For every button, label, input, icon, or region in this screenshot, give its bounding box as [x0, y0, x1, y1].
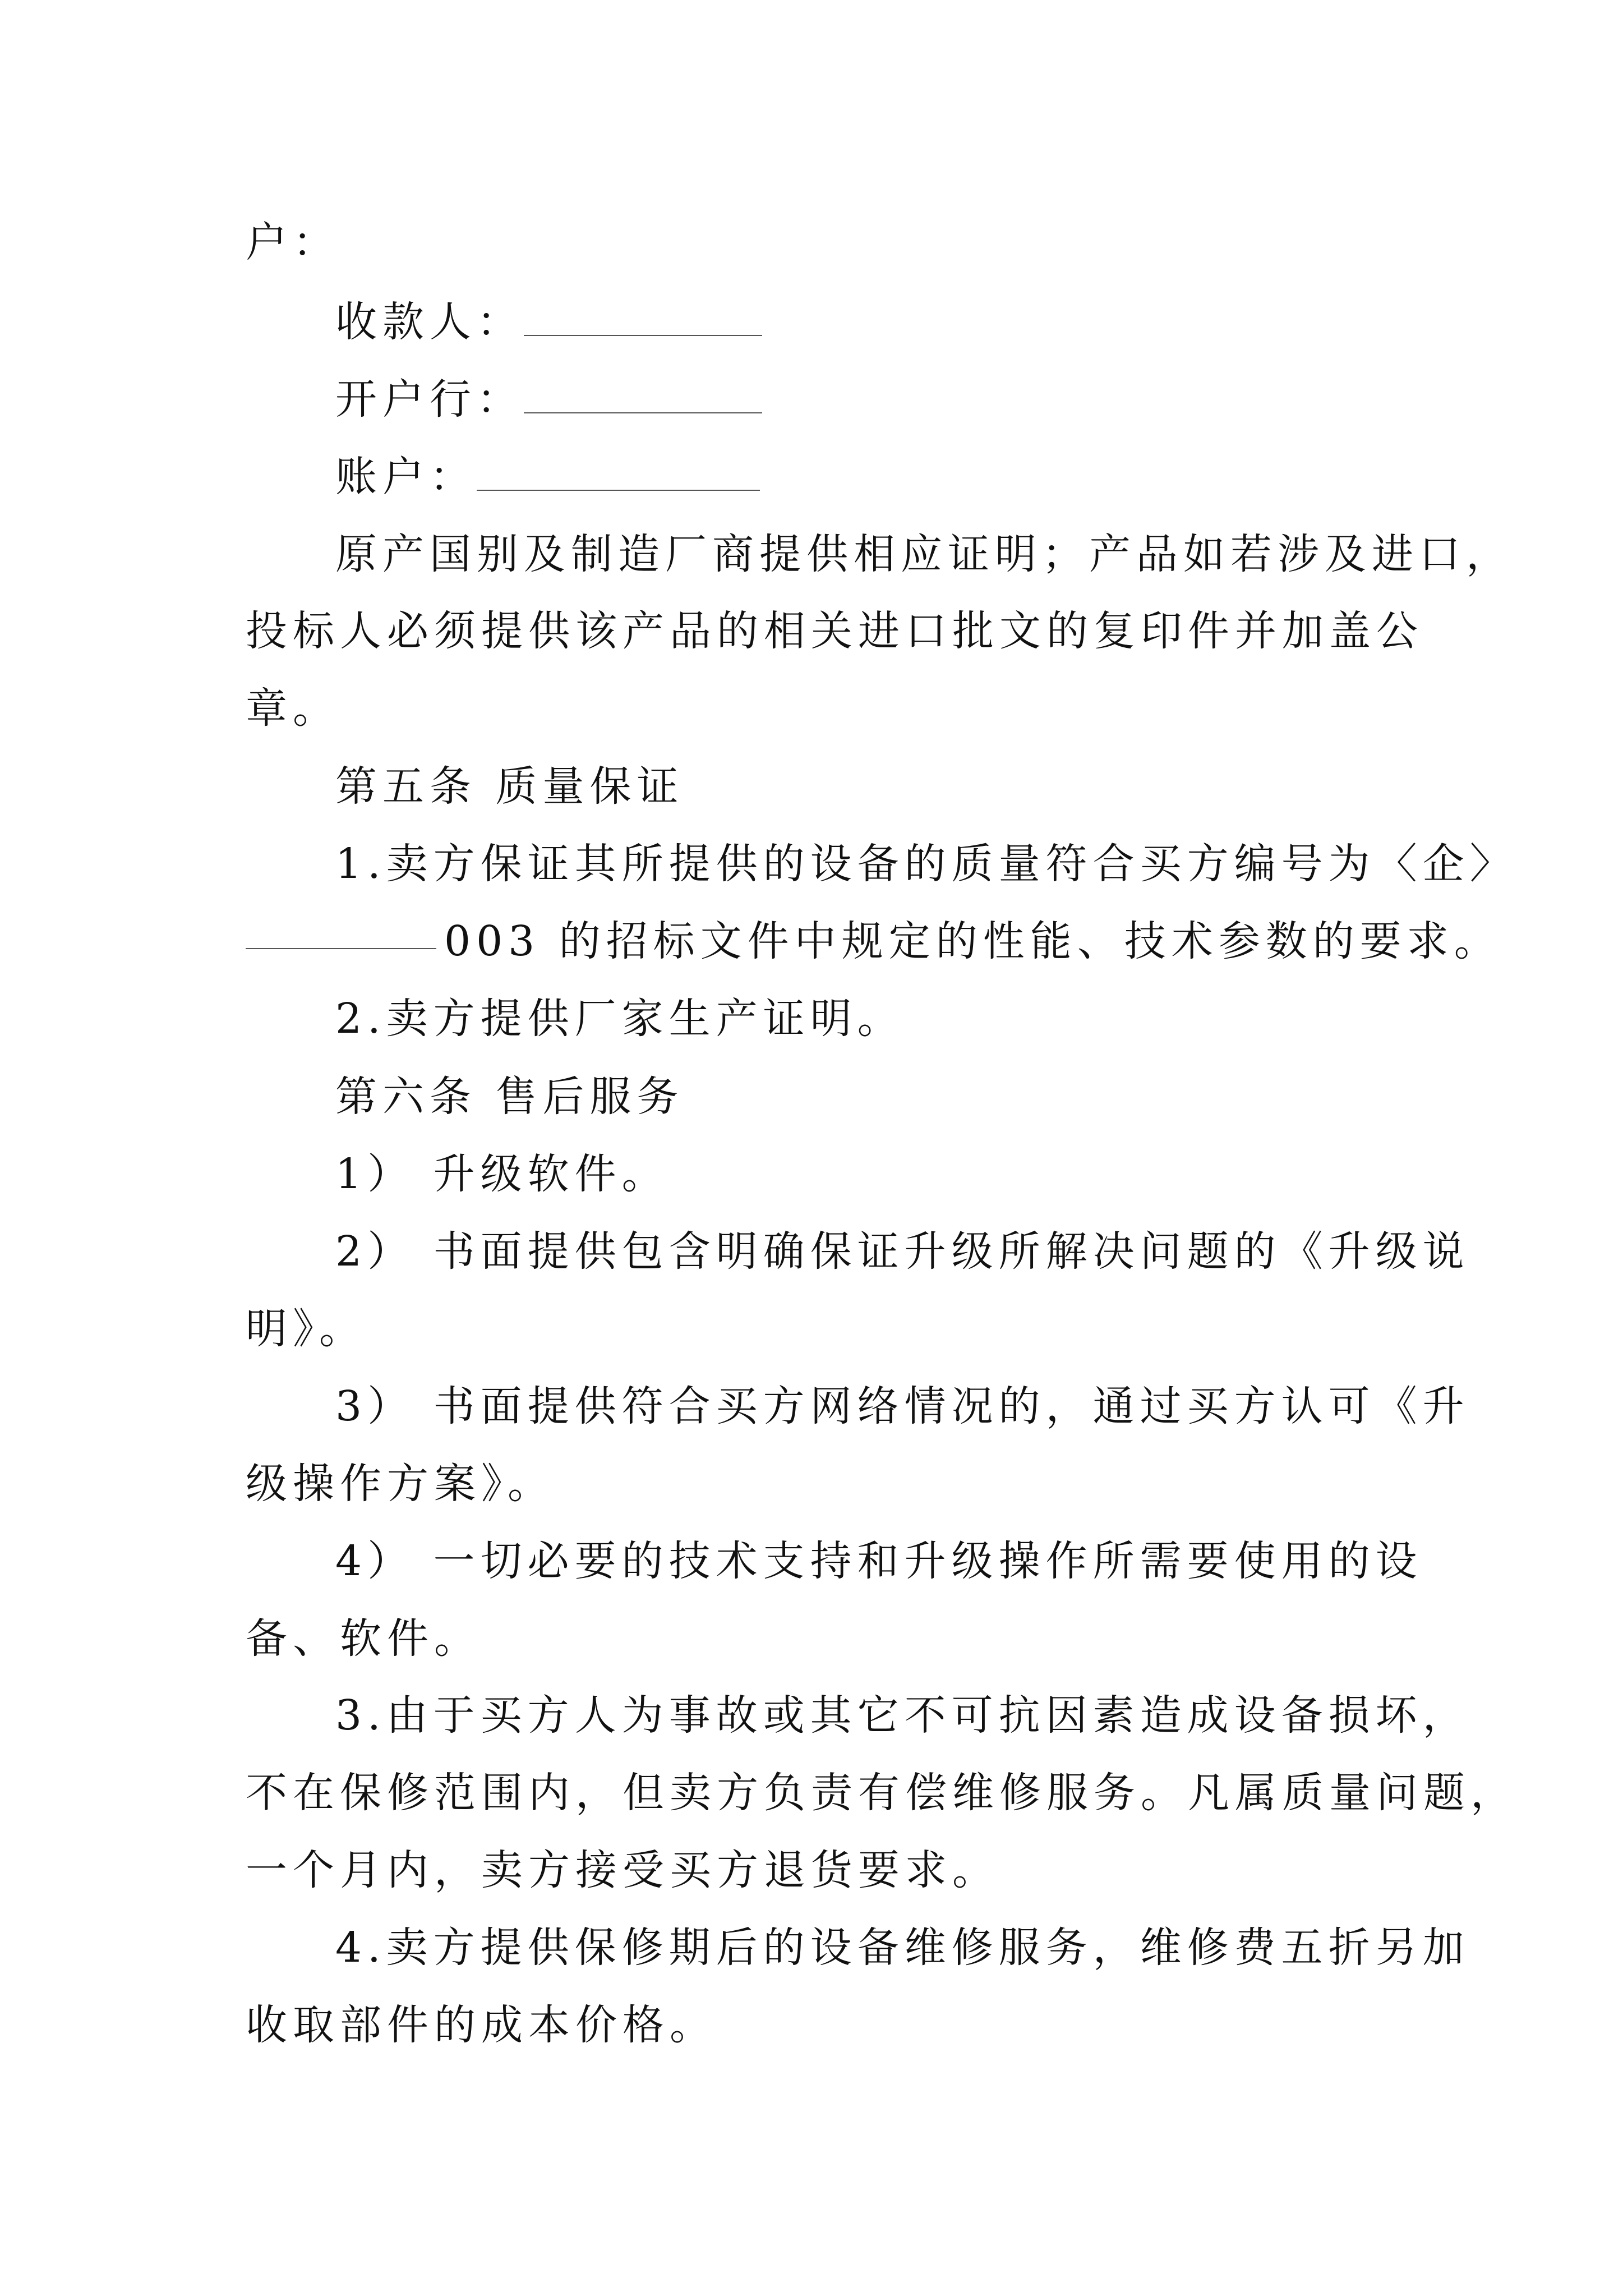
text-line: 4） 一切必要的技术支持和升级操作所需要使用的设 — [335, 1537, 1423, 1585]
text-line: 3.由于买方人为事故或其它不可抗因素造成设备损坏， — [335, 1691, 1470, 1740]
bank-blank — [524, 378, 762, 413]
code-blank — [246, 948, 436, 949]
bank-label: 开户行： — [335, 375, 524, 424]
text-line: 投标人必须提供该产品的相关进口批文的复印件并加盖公 — [246, 607, 1423, 655]
text-line: 收取部件的成本价格。 — [246, 2001, 717, 2049]
payee-label: 收款人： — [335, 298, 524, 346]
text-line: 1.卖方保证其所提供的设备的质量符合买方编号为〈企〉 — [335, 840, 1517, 888]
payee-line — [335, 294, 762, 350]
text-line: 4.卖方提供保修期后的设备维修服务，维修费五折另加 — [335, 1924, 1470, 1972]
account-line — [335, 449, 760, 505]
text-line: 备、软件。 — [246, 1614, 481, 1663]
text-line: 级操作方案》。 — [246, 1460, 555, 1508]
text-line: 3） 书面提供符合买方网络情况的，通过买方认可《升 — [335, 1382, 1470, 1430]
text-line: 2.卖方提供厂家生产证明。 — [335, 995, 905, 1043]
text-line: 不在保修范围内，但卖方负责有偿维修服务。凡属质量问题， — [246, 1769, 1518, 1817]
section-heading: 第六条 售后服务 — [335, 1073, 684, 1121]
account-label: 账户： — [335, 453, 477, 501]
text-line: 户： — [246, 218, 340, 266]
text-line: 一个月内，卖方接受买方退货要求。 — [246, 1846, 999, 1894]
payee-blank — [524, 300, 762, 336]
text-line: 2） 书面提供包含明确保证升级所解决问题的《升级说 — [335, 1227, 1470, 1276]
section-heading: 第五条 质量保证 — [335, 762, 684, 811]
text-line: 原产国别及制造厂商提供相应证明；产品如若涉及进口， — [335, 530, 1513, 578]
account-blank — [477, 455, 760, 491]
text-line: 1） 升级软件。 — [335, 1150, 669, 1198]
bank-line — [335, 371, 762, 427]
text-line: 003 的招标文件中规定的性能、技术参数的要求。 — [444, 917, 1501, 965]
text-line: 章。 — [246, 684, 340, 733]
text-line: 明》。 — [246, 1305, 366, 1353]
